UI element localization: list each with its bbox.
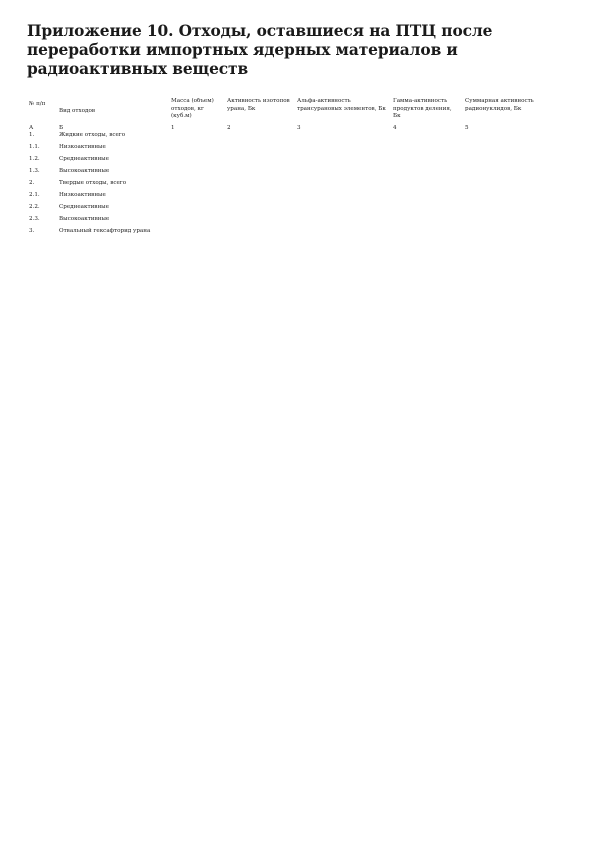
table-row: [27, 132, 553, 144]
value-cell: [295, 180, 391, 192]
value-cell: [225, 228, 295, 248]
value-cell: [169, 156, 225, 168]
row-waste-type: Высокоактивные: [59, 168, 110, 175]
value-cell: [295, 204, 391, 216]
value-cell: [169, 228, 225, 248]
value-cell: [225, 180, 295, 192]
row-number: 3.: [29, 228, 35, 235]
value-cell: [295, 192, 391, 204]
waste-table: [27, 98, 553, 248]
page-title: Приложение 10. Отходы, оставшиеся на ПТЦ после переработки импортных ядерных материалов и радиоактивных веществ: [27, 22, 493, 78]
col-header-mass: Масса (объем) отходов, кг (куб.м): [171, 98, 214, 120]
value-cell: [463, 132, 553, 144]
value-cell: [169, 204, 225, 216]
value-cell: [225, 192, 295, 204]
col-header-waste-type: Вид отходов: [59, 108, 96, 114]
value-cell: [463, 204, 553, 216]
value-cell: [463, 228, 553, 248]
value-cell: [295, 132, 391, 144]
value-cell: [295, 216, 391, 228]
table-row: [27, 144, 553, 156]
value-cell: [295, 228, 391, 248]
row-number: 2.1.: [29, 192, 40, 199]
value-cell: [391, 132, 463, 144]
value-cell: [391, 180, 463, 192]
value-cell: [391, 228, 463, 248]
value-cell: [463, 180, 553, 192]
value-cell: [225, 204, 295, 216]
table-row: [27, 180, 553, 192]
row-waste-type: Жидкие отходы, всего: [59, 132, 126, 139]
row-number: 1.: [29, 132, 35, 139]
value-cell: [391, 192, 463, 204]
value-cell: [391, 204, 463, 216]
value-cell: [169, 216, 225, 228]
index-cell: Б: [59, 124, 64, 131]
index-cell: 2: [227, 124, 231, 131]
value-cell: [391, 156, 463, 168]
row-waste-type: Твердые отходы, всего: [59, 180, 127, 187]
index-cell: 3: [297, 124, 301, 131]
value-cell: [169, 180, 225, 192]
value-cell: [391, 168, 463, 180]
value-cell: [225, 132, 295, 144]
value-cell: [225, 144, 295, 156]
index-cell: 5: [465, 124, 469, 131]
row-number: 1.3.: [29, 168, 40, 175]
value-cell: [295, 168, 391, 180]
row-number: 1.2.: [29, 156, 40, 163]
value-cell: [463, 156, 553, 168]
table-row: [27, 204, 553, 216]
value-cell: [391, 144, 463, 156]
row-waste-type: Среднеактивные: [59, 156, 109, 163]
col-header-number: № п/п: [29, 101, 46, 107]
value-cell: [295, 144, 391, 156]
value-cell: [169, 192, 225, 204]
value-cell: [225, 156, 295, 168]
row-number: 2.3.: [29, 216, 40, 223]
value-cell: [225, 168, 295, 180]
row-number: 1.1.: [29, 144, 40, 151]
table-row: [27, 156, 553, 168]
table-row: [27, 216, 553, 228]
value-cell: [391, 216, 463, 228]
value-cell: [225, 216, 295, 228]
col-header-uranium-activity: Активность изотопов урана, Бк: [227, 98, 290, 112]
column-index-row: [27, 125, 553, 133]
index-cell: 4: [393, 124, 397, 131]
row-waste-type: Среднеактивные: [59, 204, 109, 211]
value-cell: [169, 168, 225, 180]
index-cell: 1: [171, 124, 175, 131]
value-cell: [295, 156, 391, 168]
value-cell: [463, 192, 553, 204]
value-cell: [463, 216, 553, 228]
row-waste-type: Высокоактивные: [59, 216, 110, 223]
row-number: 2.: [29, 180, 35, 187]
table-row: [27, 228, 553, 248]
table-row: [27, 168, 553, 180]
value-cell: [169, 144, 225, 156]
row-waste-type: Низкоактивные: [59, 144, 106, 151]
table-row: [27, 192, 553, 204]
value-cell: [463, 168, 553, 180]
col-header-gamma-activity: Гамма-активность продуктов деления, Бк: [393, 98, 452, 120]
row-waste-type: Отвальный гексафторид урана: [59, 228, 151, 235]
col-header-alpha-activity: Альфа-активность трансурановых элементов, Бк: [297, 98, 386, 112]
row-waste-type: Низкоактивные: [59, 192, 106, 199]
col-header-total-activity: Суммарная активность радионуклидов, Бк: [465, 98, 534, 112]
value-cell: [169, 132, 225, 144]
row-number: 2.2.: [29, 204, 40, 211]
header-row: [27, 98, 553, 125]
value-cell: [463, 144, 553, 156]
index-cell: А: [29, 124, 34, 131]
